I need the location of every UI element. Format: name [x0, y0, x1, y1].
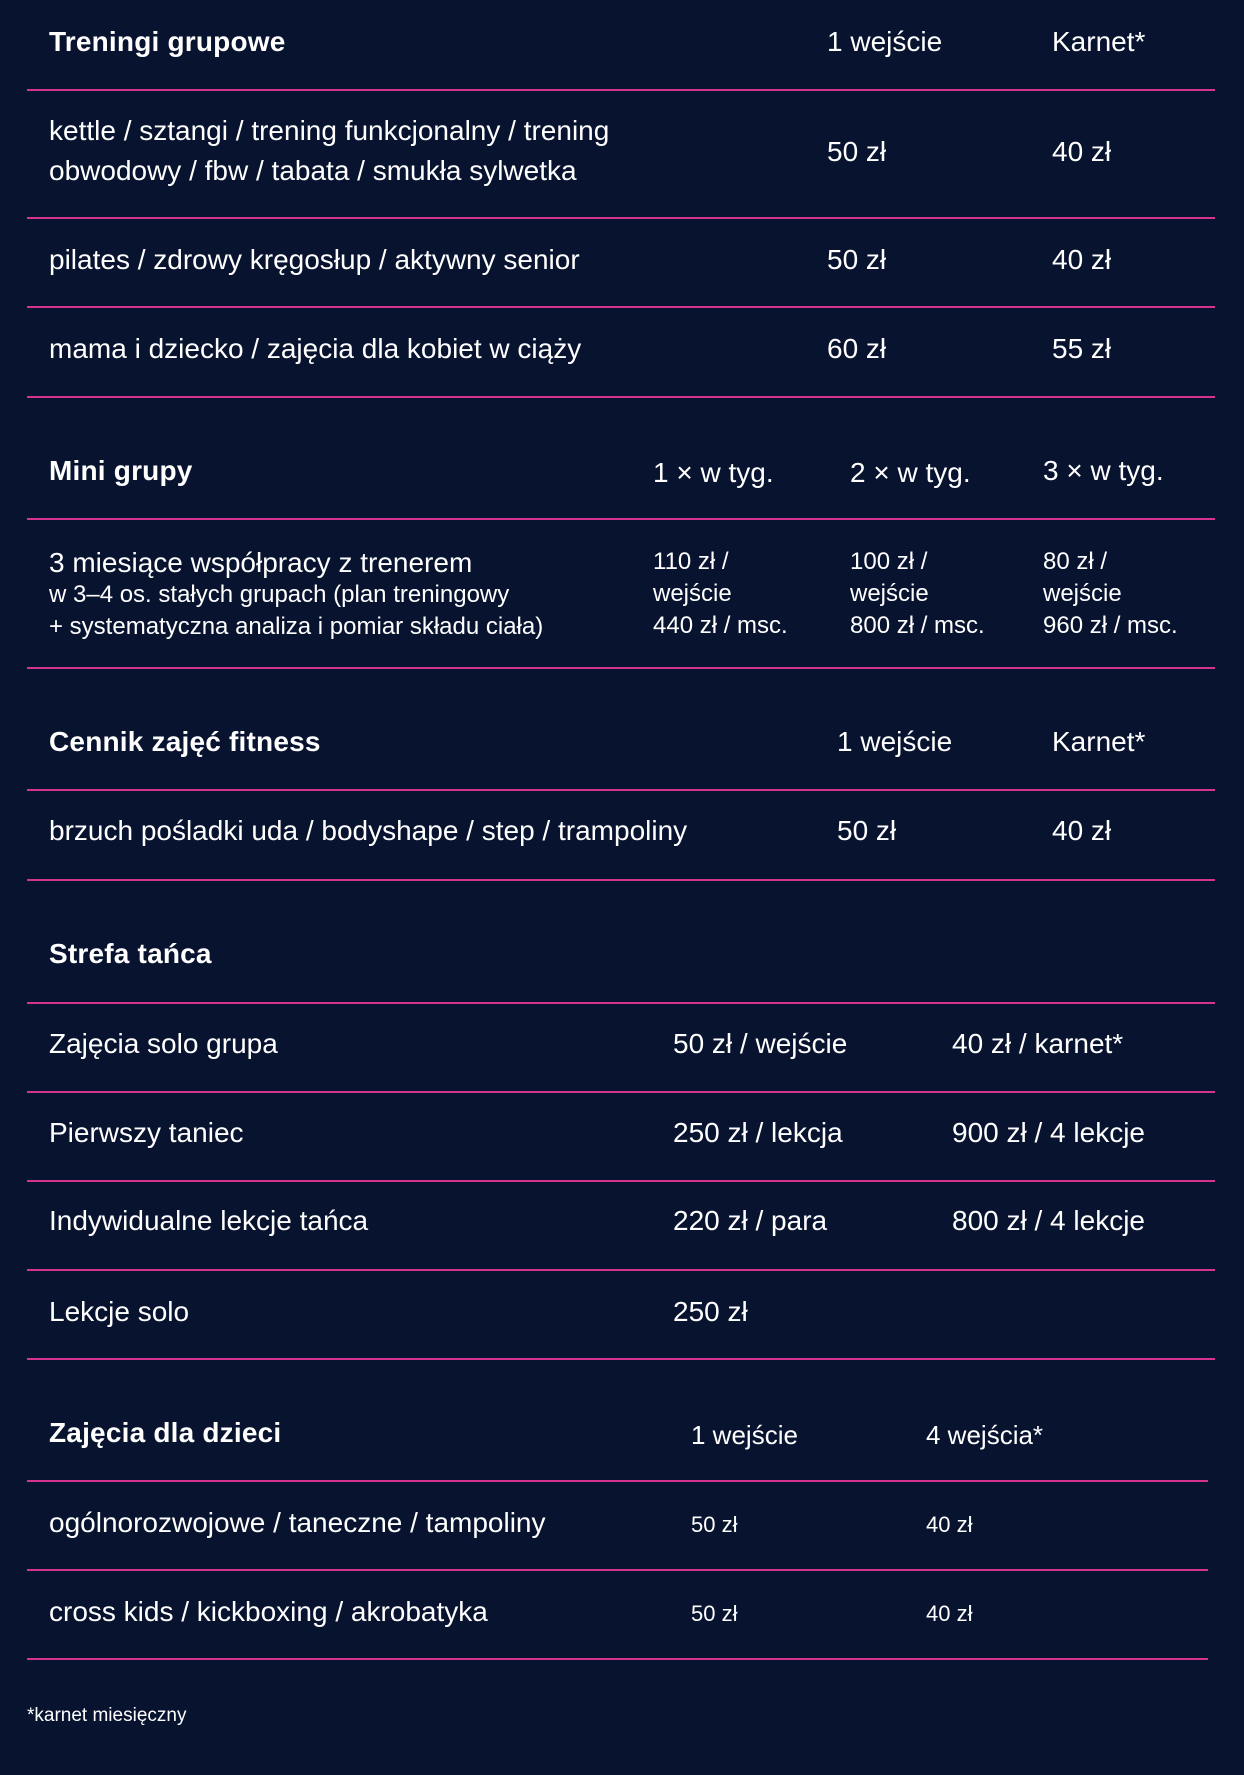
- mini-price-2-unit: wejście: [850, 580, 929, 607]
- column-header-single-entry: 1 wejście: [837, 726, 953, 757]
- divider: [27, 89, 1215, 91]
- row-name: pilates / zdrowy kręgosłup / aktywny senior: [49, 244, 580, 275]
- mini-price-2-monthly: 800 zł / msc.: [850, 612, 985, 639]
- section-title-taniec: Strefa tańca: [49, 938, 212, 969]
- price-pass: 40 zł: [1052, 136, 1112, 167]
- column-header-pass: Karnet*: [1052, 26, 1146, 57]
- price-single: 50 zł: [691, 1512, 738, 1537]
- divider: [27, 518, 1215, 520]
- mini-price-3-monthly: 960 zł / msc.: [1043, 612, 1178, 639]
- mini-price-2-per-entry: 100 zł /: [850, 548, 928, 575]
- row-name-line2: obwodowy / fbw / tabata / smukła sylwetka: [49, 155, 577, 186]
- divider: [27, 1269, 1215, 1271]
- price-single: 60 zł: [827, 333, 887, 364]
- mini-price-3-unit: wejście: [1043, 580, 1122, 607]
- divider: [27, 1658, 1208, 1660]
- mini-price-1-per-entry: 110 zł /: [653, 548, 729, 575]
- divider: [27, 1569, 1208, 1571]
- column-header-3x-week: 3 × w tyg.: [1043, 455, 1164, 486]
- mini-price-3-per-entry: 80 zł /: [1043, 548, 1108, 575]
- mini-desc-line3: + systematyczna analiza i pomiar składu ciała): [49, 613, 544, 640]
- row-name: Indywidualne lekcje tańca: [49, 1205, 369, 1236]
- row-name: Lekcje solo: [49, 1296, 190, 1327]
- price-single: 50 zł: [691, 1601, 738, 1626]
- price-four: 40 zł: [926, 1601, 973, 1626]
- row-name: Pierwszy taniec: [49, 1117, 244, 1148]
- section-title-dzieci: Zajęcia dla dzieci: [49, 1417, 282, 1448]
- price-pass: 40 zł: [1052, 244, 1112, 275]
- row-name: ogólnorozwojowe / taneczne / tampoliny: [49, 1507, 546, 1538]
- price-single: 50 zł: [837, 815, 897, 846]
- column-header-pass: Karnet*: [1052, 726, 1146, 757]
- row-name: mama i dziecko / zajęcia dla kobiet w ciąży: [49, 333, 582, 364]
- price-single: 50 zł: [827, 244, 887, 275]
- price-single: 50 zł: [827, 136, 887, 167]
- column-header-four-entries: 4 wejścia*: [926, 1420, 1044, 1450]
- price-primary: 250 zł: [673, 1296, 748, 1327]
- column-header-single-entry: 1 wejście: [827, 26, 943, 57]
- row-name: Zajęcia solo grupa: [49, 1028, 278, 1059]
- mini-desc-line1: 3 miesiące współpracy z trenerem: [49, 547, 473, 578]
- row-name-line1: kettle / sztangi / trening funkcjonalny / trening: [49, 115, 610, 146]
- row-name: cross kids / kickboxing / akrobatyka: [49, 1596, 488, 1627]
- divider: [27, 396, 1215, 398]
- price-primary: 220 zł / para: [673, 1205, 828, 1236]
- footnote: *karnet miesięczny: [27, 1705, 187, 1726]
- mini-price-1-monthly: 440 zł / msc.: [653, 612, 788, 639]
- price-pass: 55 zł: [1052, 333, 1112, 364]
- price-secondary: 800 zł / 4 lekcje: [952, 1205, 1145, 1236]
- column-header-1x-week: 1 × w tyg.: [653, 457, 774, 488]
- divider: [27, 879, 1215, 881]
- section-title-treningi: Treningi grupowe: [49, 26, 286, 57]
- price-secondary: 900 zł / 4 lekcje: [952, 1117, 1145, 1148]
- divider: [27, 1091, 1215, 1093]
- price-primary: 250 zł / lekcja: [673, 1117, 843, 1148]
- divider: [27, 667, 1215, 669]
- price-pass: 40 zł: [1052, 815, 1112, 846]
- divider: [27, 1180, 1215, 1182]
- section-title-mini-grupy: Mini grupy: [49, 455, 193, 486]
- column-header-single-entry: 1 wejście: [691, 1420, 798, 1450]
- column-header-2x-week: 2 × w tyg.: [850, 457, 971, 488]
- divider: [27, 306, 1215, 308]
- mini-price-1-unit: wejście: [653, 580, 732, 607]
- price-secondary: 40 zł / karnet*: [952, 1028, 1124, 1059]
- divider: [27, 217, 1215, 219]
- divider: [27, 1002, 1215, 1004]
- section-title-fitness: Cennik zajęć fitness: [49, 726, 321, 757]
- mini-desc-line2: w 3–4 os. stałych grupach (plan treningowy: [49, 581, 510, 608]
- divider: [27, 1358, 1215, 1360]
- divider: [27, 1480, 1208, 1482]
- divider: [27, 789, 1215, 791]
- price-four: 40 zł: [926, 1512, 973, 1537]
- row-name: brzuch pośladki uda / bodyshape / step / trampoliny: [49, 815, 688, 846]
- price-primary: 50 zł / wejście: [673, 1028, 848, 1059]
